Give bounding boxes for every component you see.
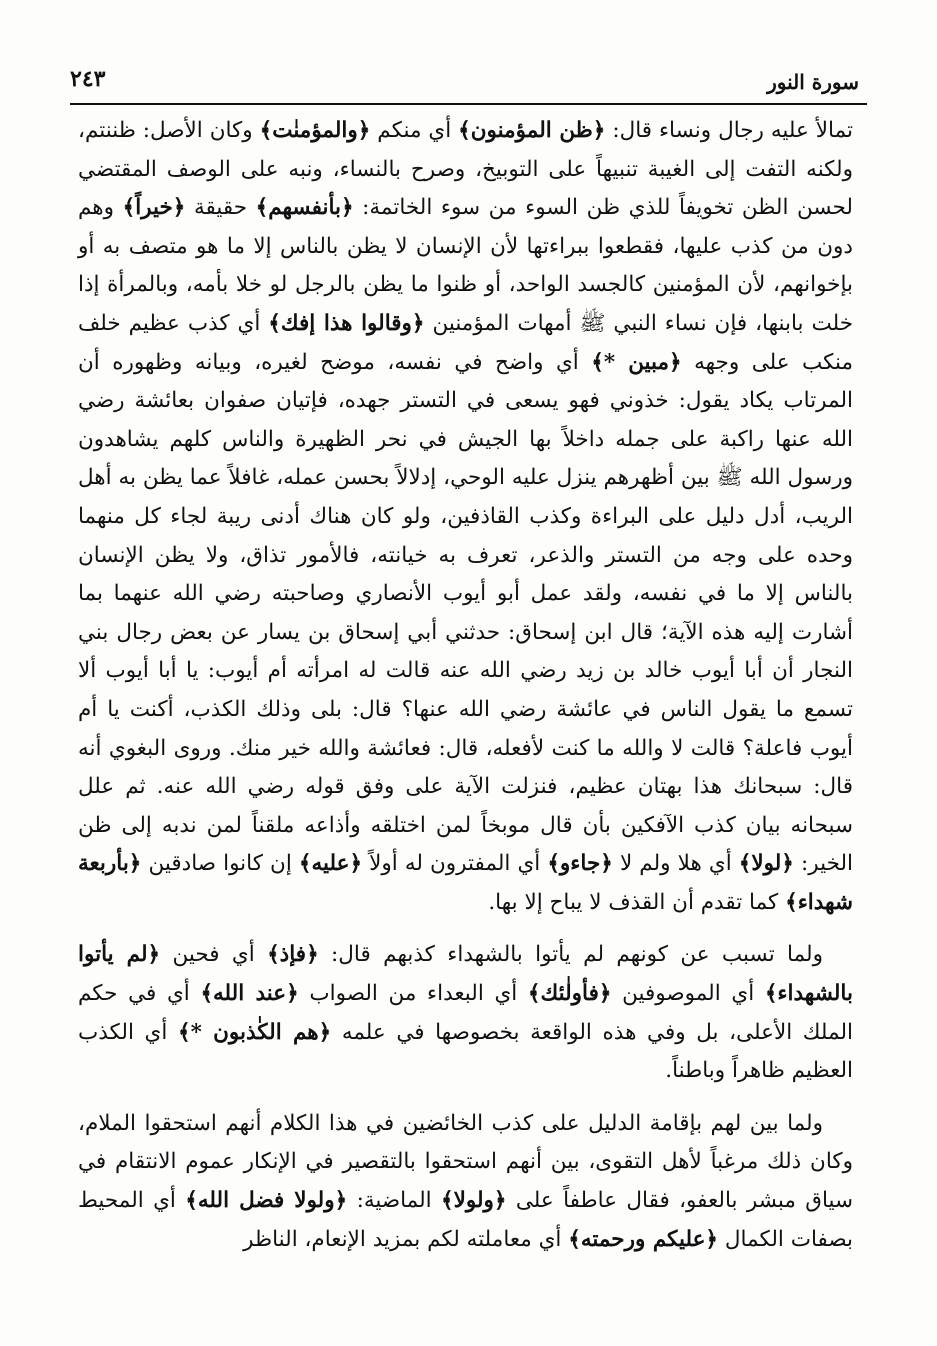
quran-quote: ﴿جاءو﴾ bbox=[547, 851, 613, 877]
quran-quote: ﴿والمؤمنٰت﴾ bbox=[259, 118, 371, 143]
quran-quote: ﴿هم الكٰذبون *﴾ bbox=[177, 1019, 332, 1045]
quran-quote: ﴿عليه﴾ bbox=[298, 851, 363, 877]
quran-quote: ﴿ولولا﴾ bbox=[440, 1188, 507, 1214]
page-number: ٢٤٣ bbox=[70, 66, 106, 92]
quran-quote: ﴿عند الله﴾ bbox=[200, 981, 299, 1007]
quran-quote: ﴿وقالوا هذا إفك﴾ bbox=[268, 310, 425, 336]
quran-quote: ﴿فإذ﴾ bbox=[267, 942, 319, 968]
main-text bbox=[78, 112, 853, 1259]
paragraph-2: ولما تسبب عن كونهم لم يأتوا بالشهداء كذبهم قال: ﴿فإذ﴾ أي فحين ﴿لم يأتوا بالشهداء﴾ أي الموصوفين ﴿فأولٰئك﴾ أي البعداء من الصواب ﴿عند الله﴾ أي في حكم الملك الأعلى، بل وفي هذه الواقعة بخصوصها في علمه ﴿هم الكٰذبون *﴾ أي الكذب العظيم ظاهراً وباطناً. bbox=[78, 942, 853, 1084]
quran-quote: ﴿لولا﴾ bbox=[738, 851, 794, 877]
page-header bbox=[70, 60, 867, 100]
quran-quote: ﴿فأولٰئك﴾ bbox=[527, 981, 612, 1007]
quran-quote: ﴿ولولا فضل الله﴾ bbox=[185, 1188, 348, 1214]
quran-quote: ﴿خيراً﴾ bbox=[122, 195, 186, 221]
header-divider bbox=[70, 103, 867, 105]
quran-quote: ﴿بأنفسهم﴾ bbox=[255, 195, 354, 221]
quran-quote: ﴿بأربعة شهداء﴾ bbox=[78, 851, 853, 915]
quran-quote: ﴿مبين *﴾ bbox=[591, 349, 682, 375]
quran-quote: ﴿عليكم ورحمته﴾ bbox=[568, 1226, 719, 1252]
quran-quote: ﴿لم يأتوا بالشهداء﴾ bbox=[78, 942, 853, 1007]
sura-title: سورة النور bbox=[767, 70, 859, 94]
paragraph-3: ولما بين لهم بإقامة الدليل على كذب الخائضين في هذا الكلام أنهم استحقوا الملام، وكان ذلك مرغباً لأهل التقوى، بين أنهم استحقوا بالتقصير في الإنكار عموم الانتقام في سياق مبشر بالعفو، فقال عاطفاً على ﴿ولولا﴾ الماضية: ﴿ولولا فضل الله﴾ أي المحيط بصفات الكمال ﴿عليكم ورحمته﴾ أي معاملته لكم بمزيد الإنعام، الناظر bbox=[78, 1110, 854, 1252]
quran-quote: ﴿ظن المؤمنون﴾ bbox=[458, 118, 606, 143]
paragraph-1: تمالأ عليه رجال ونساء قال: ﴿ظن المؤمنون﴾ أي منكم ﴿والمؤمنٰت﴾ وكان الأصل: ظننتم، ولكنه التفت إلى الغيبة تنبيهاً على التوبيخ، وصرح بالنساء، ونبه على الوصف المقتضي لحسن الظن تخويفاً للذي ظن السوء من سوء الخاتمة: ﴿بأنفسهم﴾ حقيقة ﴿خيراً﴾ وهم دون من كذب عليها، فقطعوا ببراءتها لأن الإنسان لا يظن بالناس إلا ما هو متصف به أو بإخوانهم، لأن المؤمنين كالجسد الواحد، أو ظنوا ما يظن بالرجل لو خلا بأمه، وبالمرأة إذا خلت بابنها، فإن نساء النبي ﷺ أمهات المؤمنين ﴿وقالوا هذا إفك﴾ أي كذب عظيم خلف منكب على وجهه ﴿مبين *﴾ أي واضح في نفسه، موضح لغيره، وبيانه وظهوره أن المرتاب يكاد يقول: خذوني فهو يسعى في التستر جهده، فإتيان صفوان بعائشة رضي الله عنها راكبة على جمله داخلاً بها الجيش في نحر الظهيرة والناس كلهم يشاهدون ورسول الله ﷺ بين أظهرهم ينزل عليه الوحي، إدلالاً بحسن عمله، غافلاً عما يظن به أهل الريب، أدل دليل على البراءة وكذب القاذفين، ولو كان هناك أدنى ريبة لجاء كل منهما وحده على وجه من التستر والذعر، تعرف به خيانته، فالأمور تذاق، ولا يظن الإنسان بالناس إلا ما في نفسه، ولقد عمل أبو أيوب الأنصاري وصاحبته رضي الله عنهما بما أشارت إليه هذه الآية؛ قال ابن إسحاق: حدثني أبي إسحاق بن يسار عن بعض رجال بني النجار أن أبا أيوب خالد بن زيد رضي الله عنه قالت له امرأته أم أيوب: يا أبا أيوب ألا تسمع ما يقول الناس في عائشة رضي الله عنها؟ قال: بلى وذلك الكذب، أكنت يا أم أيوب فاعلة؟ قالت لا والله ما كنت لأفعله، قال: فعائشة والله خير منك. وروى البغوي أنه قال: سبحانك هذا بهتان عظيم، فنزلت الآية على وفق قوله رضي الله عنه. ثم علل سبحانه بيان كذب الآفكين بأن قال موبخاً لمن اختلقه وأذاعه ملقناً لمن ندبه إلى ظن الخير: ﴿لولا﴾ أي هلا ولم لا ﴿جاءو﴾ أي المفترون له أولاً ﴿عليه﴾ إن كانوا صادقين ﴿بأربعة شهداء﴾ كما تقدم أن القذف لا يباح إلا بها. bbox=[78, 118, 854, 915]
